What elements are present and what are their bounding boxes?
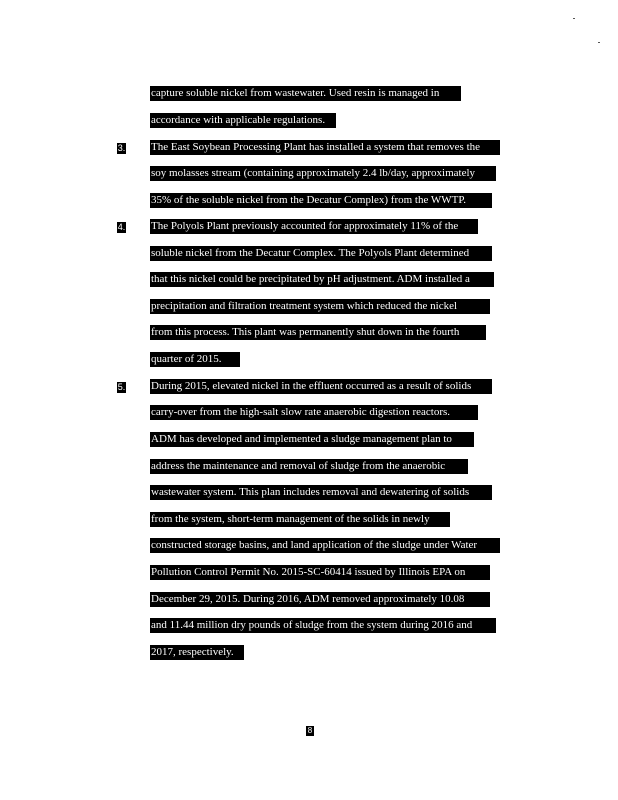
text-line: that this nickel could be precipitated by pH adjustment. ADM installed a [150, 272, 494, 287]
text-line: Pollution Control Permit No. 2015-SC-60414 issued by Illinois EPA on [150, 565, 490, 580]
text-line: carry-over from the high-salt slow rate anaerobic digestion reactors. [150, 405, 478, 420]
text-line: December 29, 2015. During 2016, ADM removed approximately 10.08 [150, 592, 490, 607]
text-line: The East Soybean Processing Plant has installed a system that removes the [150, 140, 500, 155]
text-line: The Polyols Plant previously accounted for approximately 11% of the [150, 219, 478, 234]
scan-speck [598, 42, 600, 43]
text-line: 35% of the soluble nickel from the Decatur Complex) from the WWTP. [150, 193, 492, 208]
text-line: wastewater system. This plan includes removal and dewatering of solids [150, 485, 492, 500]
text-line: soy molasses stream (containing approximately 2.4 lb/day, approximately [150, 166, 496, 181]
text-line: from the system, short-term management of the solids in newly [150, 512, 450, 527]
text-line: 2017, respectively. [150, 645, 244, 660]
text-line: address the maintenance and removal of sludge from the anaerobic [150, 459, 468, 474]
text-line: quarter of 2015. [150, 352, 240, 367]
text-line: During 2015, elevated nickel in the effluent occurred as a result of solids [150, 379, 492, 394]
list-marker: 3. [117, 143, 126, 153]
list-marker: 5. [117, 382, 126, 392]
page-number: 8 [307, 726, 313, 735]
text-line: constructed storage basins, and land application of the sludge under Water [150, 538, 500, 553]
text-line: accordance with applicable regulations. [150, 113, 336, 128]
list-marker: 4. [117, 222, 126, 232]
scan-speck [573, 18, 575, 19]
text-line: from this process. This plant was permanently shut down in the fourth [150, 325, 486, 340]
text-line: precipitation and filtration treatment system which reduced the nickel [150, 299, 490, 314]
text-line: soluble nickel from the Decatur Complex. The Polyols Plant determined [150, 246, 492, 261]
text-line: capture soluble nickel from wastewater. Used resin is managed in [150, 86, 461, 101]
text-line: ADM has developed and implemented a sludge management plan to [150, 432, 474, 447]
text-line: and 11.44 million dry pounds of sludge from the system during 2016 and [150, 618, 496, 633]
